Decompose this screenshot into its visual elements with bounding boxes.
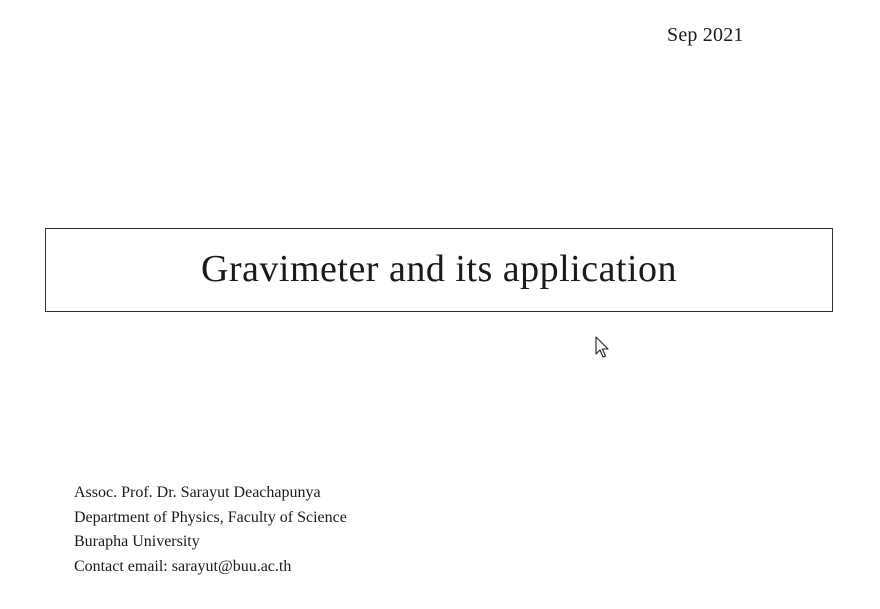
title-box — [45, 228, 833, 312]
mouse-pointer-icon — [595, 336, 611, 360]
author-contact: Contact email: sarayut@buu.ac.th — [74, 557, 292, 575]
author-info — [74, 481, 347, 579]
slide-date: Sep 2021 — [667, 24, 744, 46]
slide-title: Gravimeter and its application — [200, 248, 678, 290]
author-department: Department of Physics, Faculty of Science — [74, 508, 347, 526]
author-name: Assoc. Prof. Dr. Sarayut Deachapunya — [74, 484, 321, 501]
author-university: Burapha University — [74, 533, 200, 550]
